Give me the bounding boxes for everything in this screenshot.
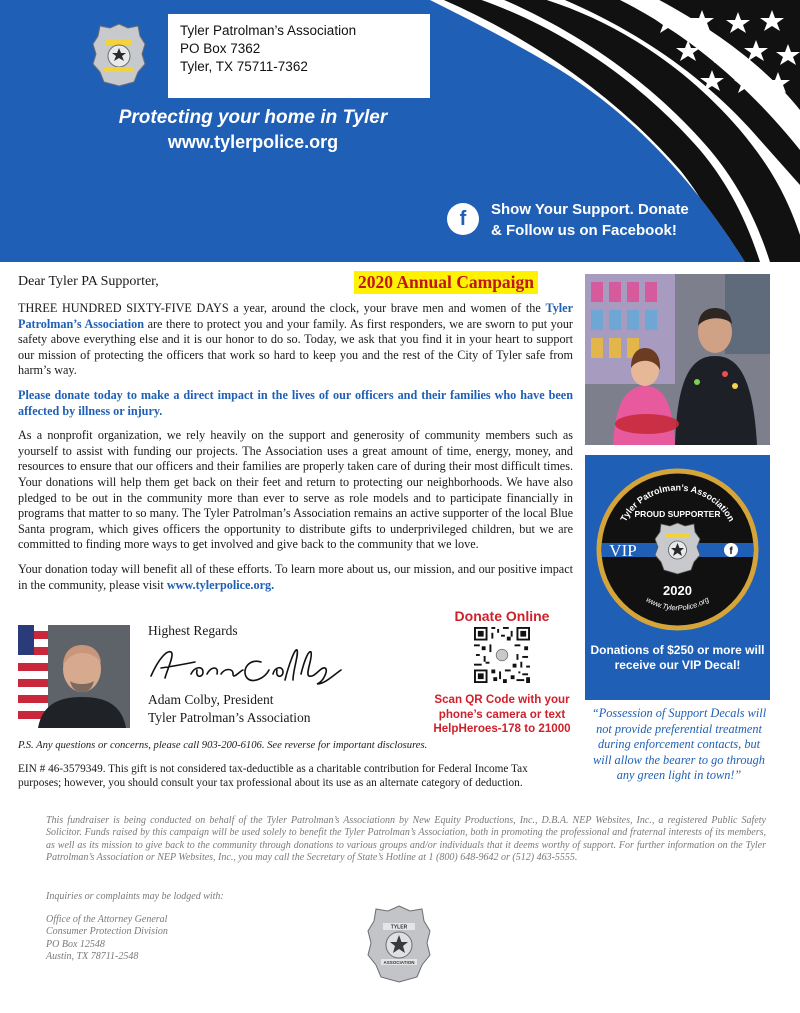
letter-paragraph-4 [18, 562, 573, 593]
facebook-line-1: Show Your Support. Donate [491, 201, 689, 218]
scan-qr-instructions: Scan QR Code with your phone’s camera or text HelpHeroes-178 to 21000 [433, 693, 571, 735]
tagline: Protecting your home in Tyler [118, 107, 388, 128]
closing-regards: Highest Regards [148, 623, 238, 638]
officer-with-child-photo [585, 274, 770, 445]
campaign-title: 2020 Annual Campaign [354, 271, 538, 294]
decal-quote: “Possession of Support Decals will not provide preferential treatment during enforcement contacts, but will allow the bearer to go through any green light in town!” [591, 706, 767, 782]
donation-qr-code[interactable] [474, 627, 530, 683]
ag-line-division: Consumer Protection Division [46, 926, 168, 938]
vip-ring-top: Tyler Patrolman’s Association [618, 482, 737, 524]
facebook-icon[interactable]: f [447, 203, 479, 235]
badge-text-top: TYLER [390, 924, 408, 931]
signatory-organization: Tyler Patrolman’s Association [148, 710, 311, 725]
vip-site: www.TylerPolice.org [644, 594, 711, 613]
facebook-line-2: & Follow us on Facebook! [491, 222, 677, 239]
salutation: Dear Tyler PA Supporter, [18, 274, 159, 289]
letter-paragraph-3: As a nonprofit organization, we rely heavily on the support and generosity of community members such as yourself to assist with funding our projects. The Association uses a great amount of time, energy, money, and resources to ensure that our officers and their families are properly taken care of during their most difficult times. Your donations will help them get back on their feet and return to protecting our neighborhoods. We have also pledged to be out in the community more than ever to serve as role models and to participate financially in programs that matter to so many. The Tyler Patrolman’s Association remains an active supporter of the local Blue Santa program, which gives officers the opportunity to distribute gifts to underprivileged children, but we are committed to finding more ways to get involved and give back to the community that we love. [18, 428, 573, 552]
p1-end: are there to protect you and your family. As first responders, we are sworn to put your safety above everything else and it is our honor to do so. Today, we ask that you find it in your heart to support our mission of protecting the officers that work so hard to keep you and the rest of the City of Tyler safe from harm’s way. [18, 316, 573, 378]
badge-text-bottom: ASSOCIATION [383, 960, 415, 965]
tagline-block [108, 106, 398, 154]
donate-online-heading[interactable]: Donate Online [454, 608, 550, 624]
address-line-org: Tyler Patrolman’s Association [180, 23, 357, 38]
vip-ring-sub: PROUD SUPPORTER [634, 509, 721, 519]
vip-decal-panel [585, 455, 770, 700]
facebook-text [491, 199, 747, 241]
president-photo [18, 625, 130, 728]
address-line-pobox: PO Box 7362 [180, 41, 261, 56]
p4-start: Your donation today will benefit all of these efforts. To learn more about us, our mission, and our positive impact in the community, please visit [18, 561, 573, 592]
president-portrait-image [18, 625, 130, 728]
letter-paragraph-1 [18, 301, 573, 379]
website-link[interactable]: www.tylerpolice.org [167, 132, 339, 152]
p4-website-link[interactable]: www.tylerpolice.org. [166, 577, 275, 592]
signature-text: Adam Colby [145, 689, 151, 690]
officer-child-image [585, 274, 770, 445]
facebook-callout[interactable] [447, 199, 747, 243]
ag-line-city: Austin, TX 78711-2548 [46, 951, 139, 963]
attorney-general-address [46, 914, 168, 964]
ag-line-office: Office of the Attorney General [46, 914, 168, 925]
letter-body [18, 301, 573, 602]
tpa-badge-footer-logo [366, 904, 432, 984]
vip-year: 2020 [663, 583, 692, 598]
ag-line-pobox: PO Box 12548 [46, 938, 105, 950]
vip-offer: Donations of $250 or more will receive our VIP Decal! [590, 643, 765, 672]
fundraiser-disclaimer: This fundraiser is being conducted on behalf of the Tyler Patrolman’s Associationn by New Equity Productions, Inc., D.B.A. NEP Websites, Inc., a registered Public Safety Solicitor. Funds raised by this campaign will be used solely to benefit the Tyler Patrolman’s Association, both in promoting the professional and fraternal interests of its members, as well as its mission to give back to the community through donations to various groups and/or individuals that it deems worthy of support. For further information on the Tyler Patrolman’s Association or NEP Websites, Inc., you may call the Secretary of State’s Hotline at 1 (800) 648-9642 or (512) 463-5555. [46, 815, 766, 864]
mailing-address [168, 14, 430, 98]
handwritten-signature [145, 640, 355, 690]
address-line-city: Tyler, TX 75711-7362 [180, 59, 308, 74]
ein-tax-notice: EIN # 46-3579349. This gift is not considered tax-deductible as a charitable contribution for Federal Income Tax purposes; however, you should consult your tax professional about its use as an alternate category of deduction. [18, 763, 528, 789]
tpa-badge-logo [92, 22, 146, 88]
vip-label: VIP [609, 541, 637, 560]
inquiries-note: Inquiries or complaints may be lodged with: [46, 891, 224, 902]
signatory [148, 691, 311, 727]
header-banner [0, 0, 800, 262]
p1-start: THREE HUNDRED SIXTY-FIVE DAYS a year, around the clock, your brave men and women of the [18, 301, 541, 315]
p1-org-name: Tyler Patrolman’s Association [18, 301, 573, 331]
vip-decal [595, 467, 760, 632]
vip-facebook-icon: f [729, 546, 733, 557]
donation-appeal: Please donate today to make a direct impact in the lives of our officers and their families who have been affected by illness or injury. [18, 387, 573, 418]
us-flag-backdrop [18, 625, 48, 728]
signatory-name-title: Adam Colby, President [148, 692, 274, 707]
postscript: P.S. Any questions or concerns, please call 903-200-6106. See reverse for important disclosures. [18, 740, 428, 751]
